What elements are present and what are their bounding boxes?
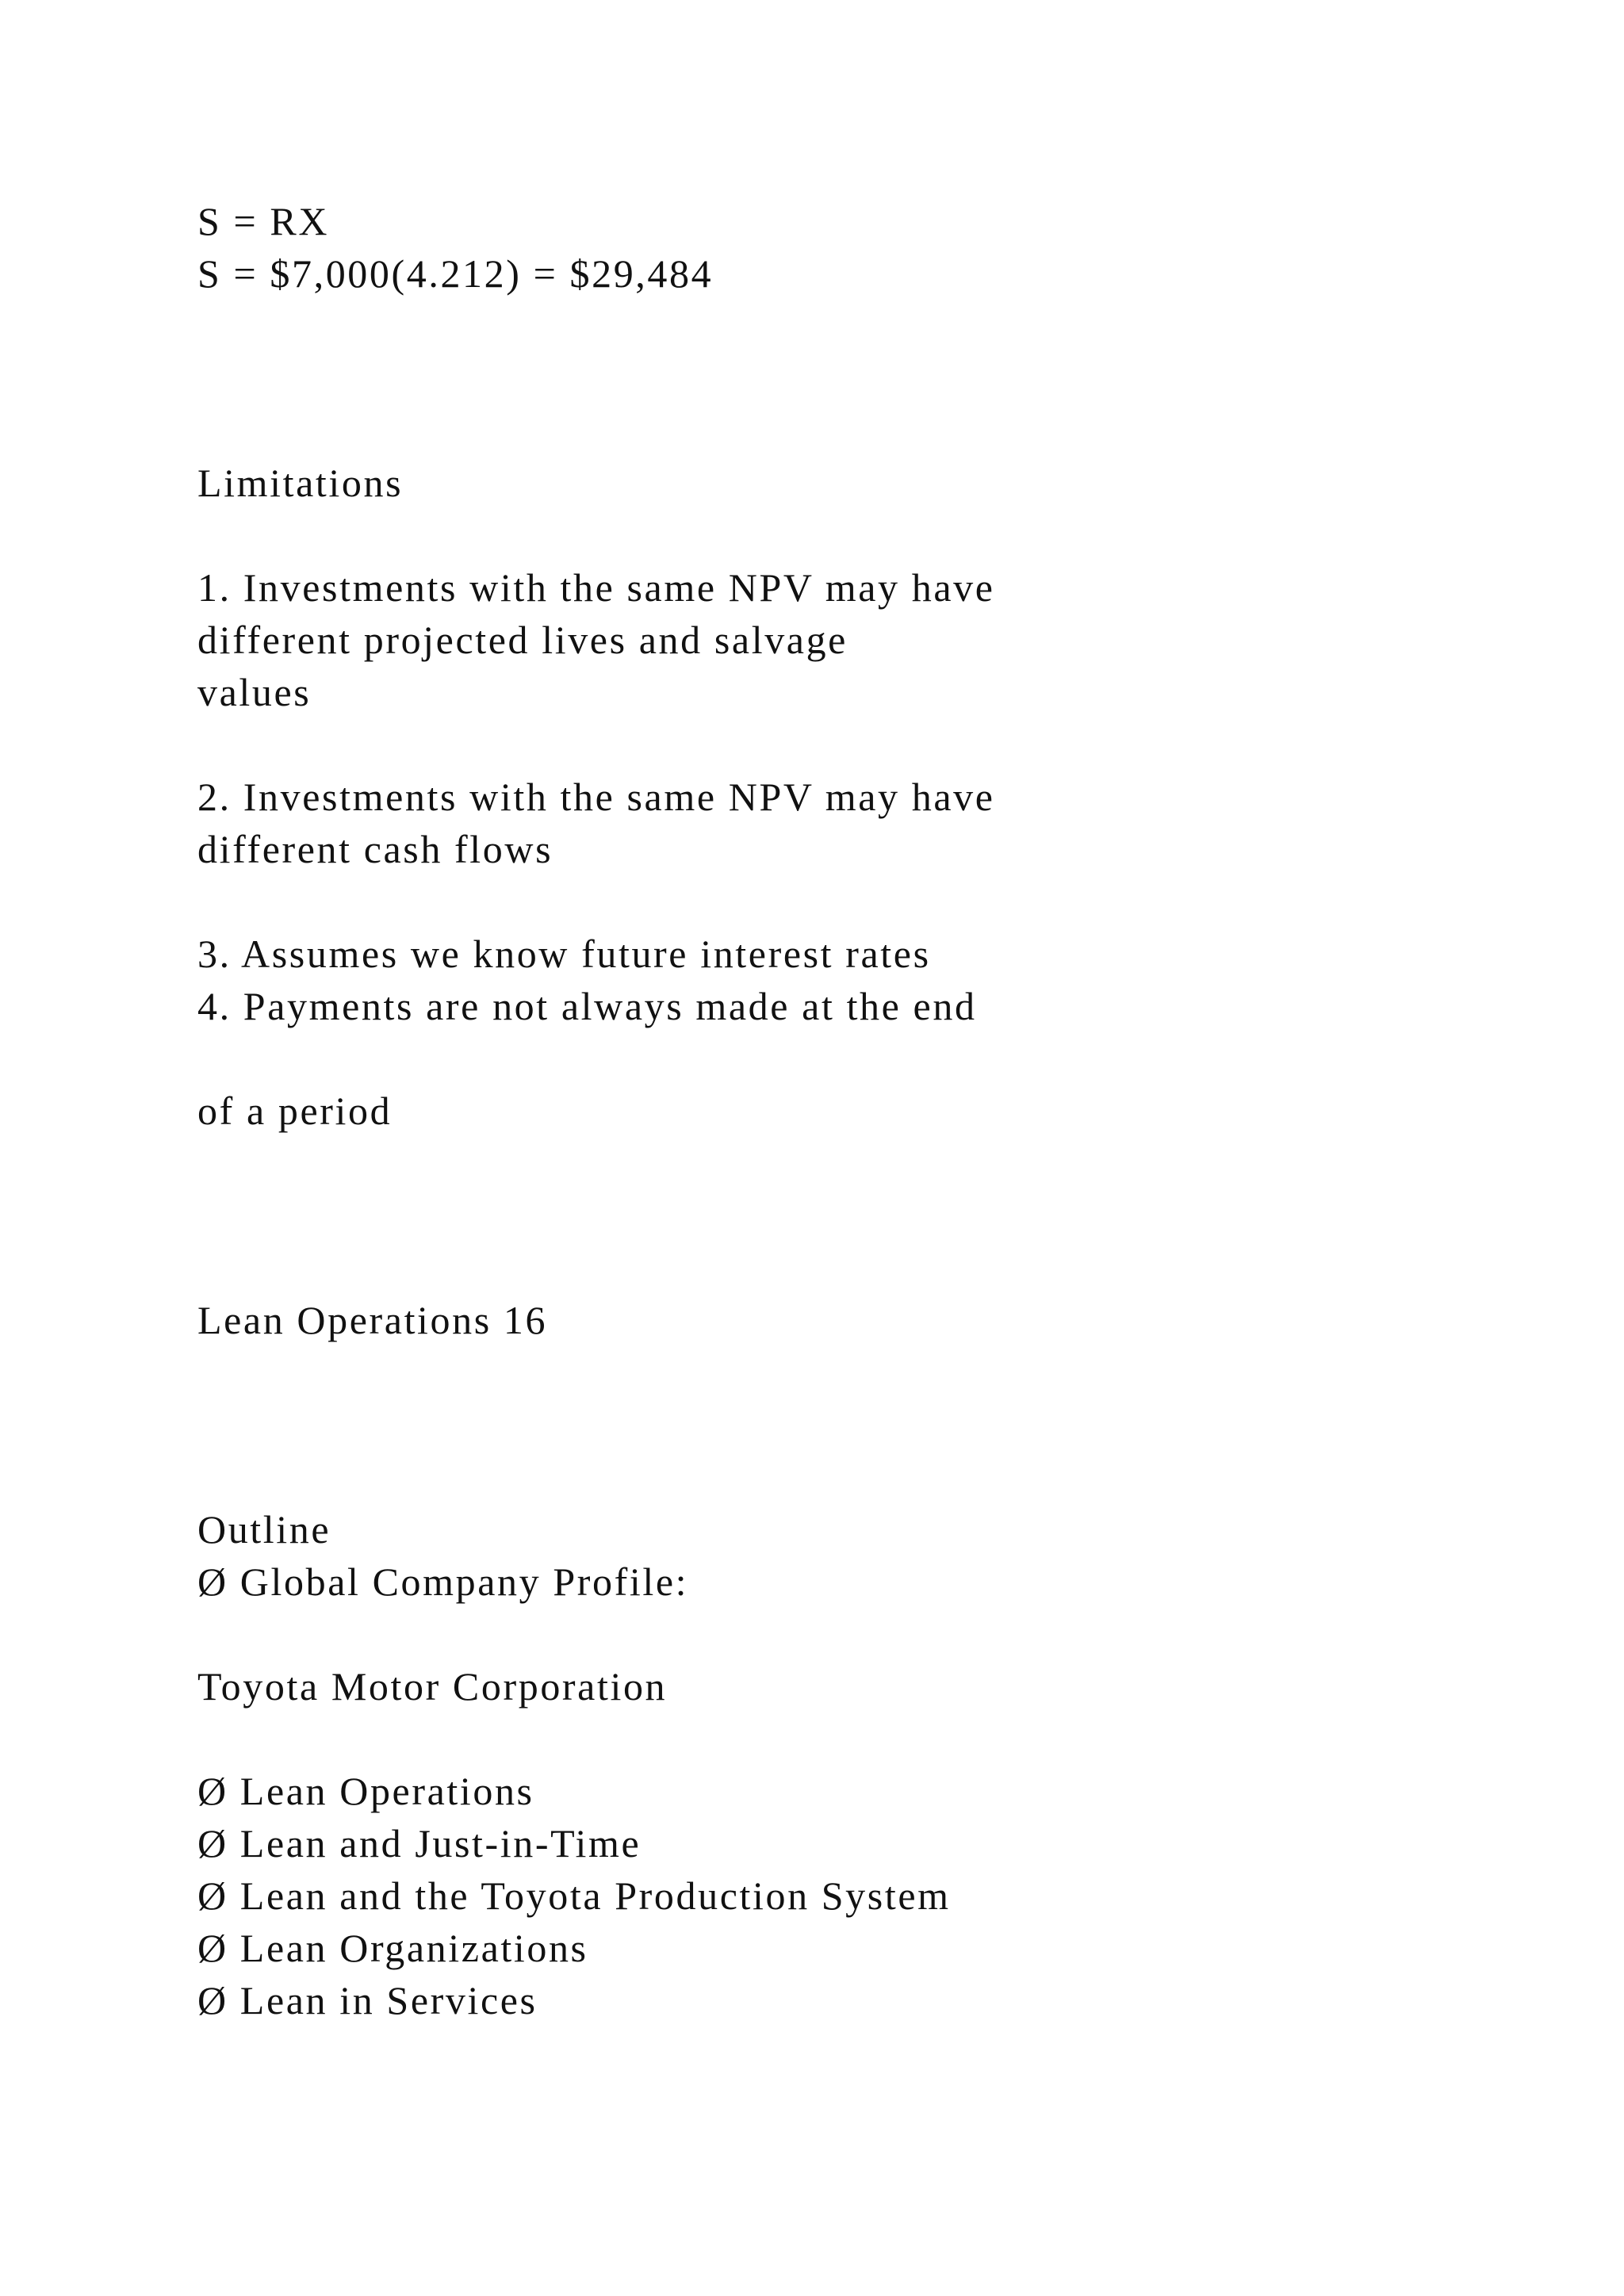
outline-item-continued: Toyota Motor Corporation xyxy=(197,1664,668,1709)
outline-item: Ø Lean in Services xyxy=(197,1978,538,2022)
outline-item: Ø Lean and Just-in-Time xyxy=(197,1821,642,1866)
limitation-item-4-continued: of a period xyxy=(197,1089,393,1133)
limitation-item-4: 4. Payments are not always made at the end xyxy=(197,984,977,1028)
limitation-item-2: 2. Investments with the same NPV may have xyxy=(197,775,995,819)
limitation-item-3: 3. Assumes we know future interest rates xyxy=(197,932,931,976)
limitation-item-1-line-3: values xyxy=(197,670,312,714)
limitation-item-1-line-2: different projected lives and salvage xyxy=(197,618,848,662)
outline-item: Ø Global Company Profile: xyxy=(197,1559,689,1604)
limitation-item-1: 1. Investments with the same NPV may have xyxy=(197,565,995,610)
limitation-item-2-line-2: different cash flows xyxy=(197,827,553,871)
outline-heading: Outline xyxy=(197,1507,331,1552)
chapter-title: Lean Operations 16 xyxy=(197,1298,548,1342)
outline-item: Ø Lean Operations xyxy=(197,1769,534,1813)
outline-item: Ø Lean and the Toyota Production System xyxy=(197,1873,951,1918)
limitations-heading: Limitations xyxy=(197,461,404,505)
formula-line: S = RX xyxy=(197,199,330,243)
outline-item: Ø Lean Organizations xyxy=(197,1926,588,1970)
formula-line: S = $7,000(4.212) = $29,484 xyxy=(197,251,714,296)
